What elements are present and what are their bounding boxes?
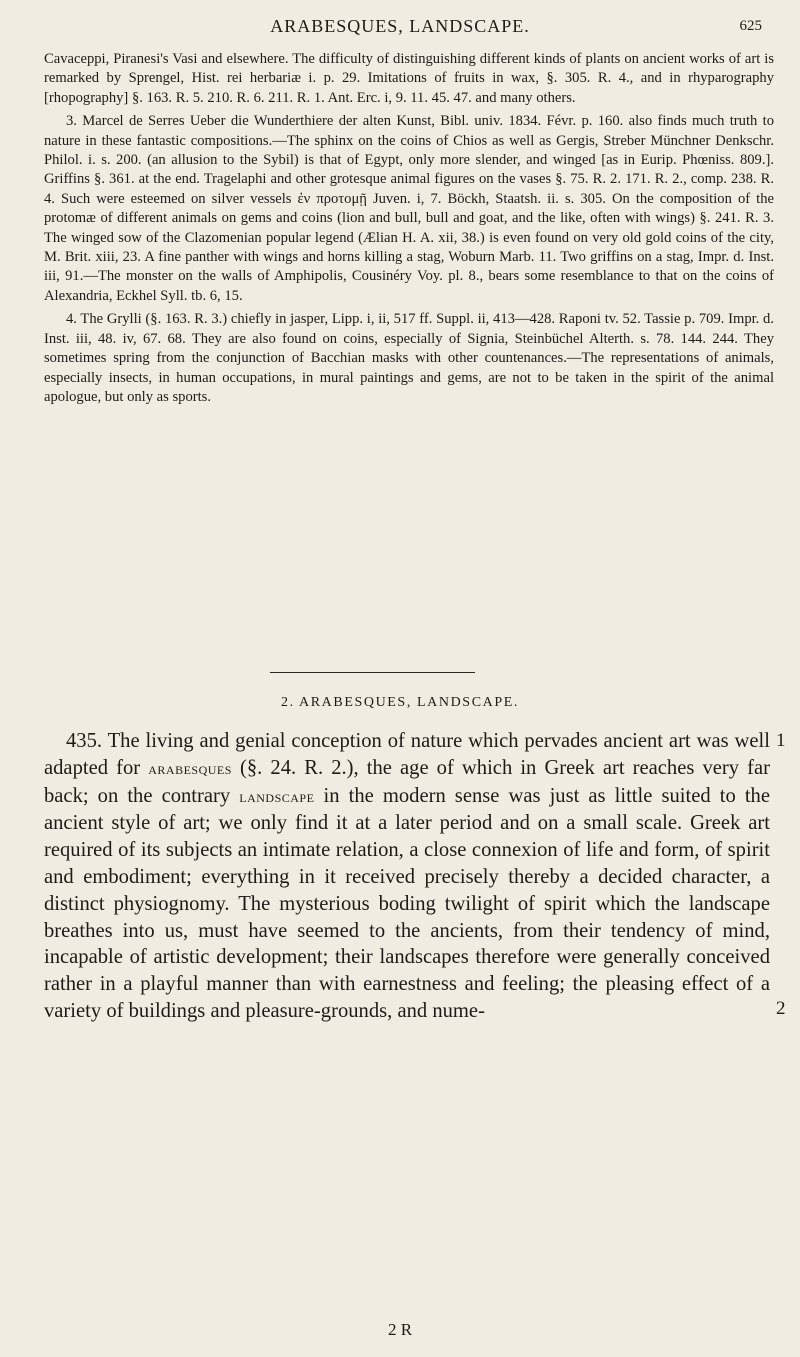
main-text: [44, 728, 770, 1025]
main-text-part-1: 435. The living and genial conception of nature which pervades ancient art was well adapted for: [44, 730, 770, 779]
note-paragraph: 4. The Grylli (§. 163. R. 3.) chiefly in jasper, Lipp. i, ii, 517 ff. Suppl. ii, 413—428. Raponi tv. 52. Tassie p. 709. Impr. d. Inst. iii, 48. iv, 67. 68. They are also found on coins, especially of Signia, Steinbüchel Alterth. s. 78. 144. 244. They sometimes spring from the conjunction of Bacchian masks with other countenances.—The representations of animals, especially insects, in human occupations, in mural paintings and gems, are not to be taken in the spirit of the animal apologue, but only as sports.: [44, 311, 774, 405]
note-paragraph: 3. Marcel de Serres Ueber die Wunderthiere der alten Kunst, Bibl. univ. 1834. Févr. p. 160. also finds much truth to nature in these fantastic compositions.—The sphinx on the coins of Chios as well as Gergis, Streber Münchner Denkschr. Philol. i. s. 200. (an allusion to the Sybil) is that of Egypt, only more slender, and winged [as in Eurip. Phœniss. 809.]. Griffins §. 361. at the end. Tragelaphi and other grotesque animal figures on the vases §. 75. R. 2. 171. R. 2., comp. 238. R. 4. Such were esteemed on silver vessels ἐν προτομῇ Juven. i, 7. Böckh, Staatsh. ii. s. 305. On the composition of the protomæ of different animals on gems and coins (lion and bull, bull and goat, and the like, often with wings) §. 241. R. 3. The winged sow of the Clazomenian popular legend (Ælian H. A. xii, 38.) is even found on very old gold coins of the city, M. Brit. xiii, 23. A fine panther with wings and horns killing a stag, Woburn Marb. 11. Two griffins on a stag, Impr. d. Inst. iii, 91.—The monster on the walls of Amphipolis, Cousinéry Voy. pl. 8., bears some resemblance to that on the coins of Alexandria, Eckhel Syll. tb. 6, 15.: [44, 113, 774, 304]
page-number: 625: [739, 18, 762, 34]
printer-signature: 2 R: [387, 1320, 413, 1339]
page-header: [0, 10, 800, 40]
section-divider: [270, 672, 475, 673]
section-heading: 2. ARABESQUES, LANDSCAPE.: [281, 695, 519, 710]
margin-number-1: 1: [776, 730, 786, 751]
main-paragraph: [44, 728, 770, 1025]
running-title: ARABESQUES, LANDSCAPE.: [270, 16, 530, 36]
term-landscape: landscape: [239, 786, 315, 806]
term-arabesques: arabesques: [148, 758, 232, 778]
main-text-part-3: in the modern sense was just as little suited to the ancient style of art; we only find it at a later period and on a small scale. Greek art required of its subjects an intimate relation, a close connexion of life and form, of spirit and embodiment; everything in it received precisely thereby a decided character, a distinct physiognomy. The mysterious boding twilight of spirit which the landscape breathes into us, must have seemed to the ancients, from their tendency of mind, incapable of artistic development; their landscapes therefore were generally conceived rather in a playful manner than with earnestness and feeling; the pleasing effect of a variety of buildings and pleasure-grounds, and nume-: [44, 784, 770, 1022]
margin-number-2: 2: [776, 998, 786, 1019]
note-paragraph: Cavaceppi, Piranesi's Vasi and elsewhere. The difficulty of distinguishing different kinds of plants on ancient works of art is remarked by Sprengel, Hist. rei herbariæ i. p. 29. Imitations of fruits in wax, §. 305. R. 4., and in rhyparography [rhopography] §. 163. R. 5. 210. R. 6. 211. R. 1. Ant. Erc. i, 9. 11. 45. 47. and many others.: [44, 51, 774, 106]
main-text-part-2: (§. 24. R. 2.), the age of which in Greek art reaches very far back; on the contrary: [44, 756, 771, 807]
footnotes-block: [44, 50, 774, 411]
